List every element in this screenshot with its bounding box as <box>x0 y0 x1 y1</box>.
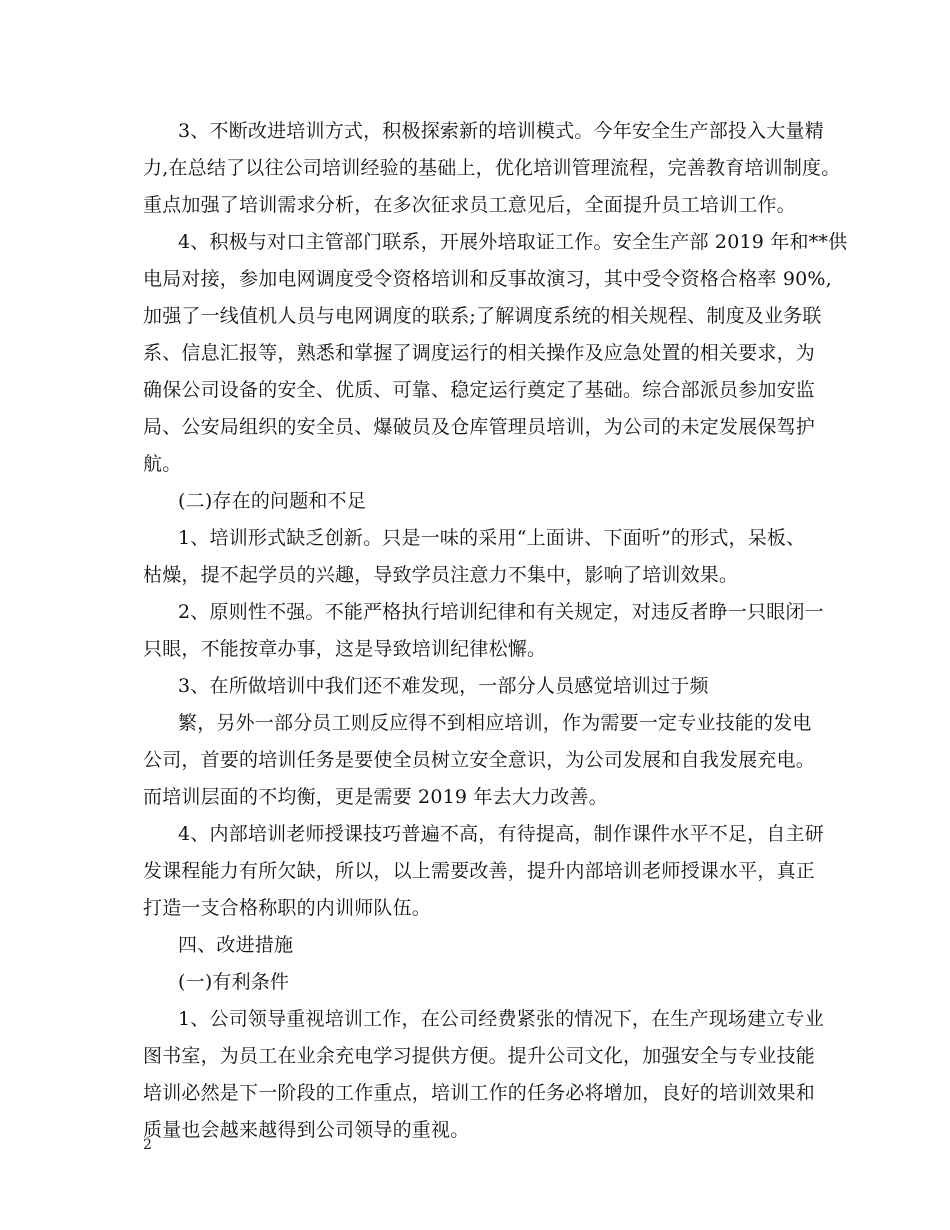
text-line: 重点加强了培训需求分析，在多次征求员工意见后，全面提升员工培训工作。 <box>143 194 796 216</box>
text-line: 局、公安局组织的安全员、爆破员及仓库管理员培训，为公司的未定发展保驾护 <box>143 416 816 438</box>
text-line: 只眼，不能按章办事，这是导致培训纪律松懈。 <box>143 638 547 660</box>
page-number: 2 <box>143 1137 152 1153</box>
text-line: 1、公司领导重视培训工作，在公司经费紧张的情况下，在生产现场建立专业 <box>178 1008 824 1030</box>
text-line: 航。 <box>143 453 182 475</box>
text-line: 质量也会越来越得到公司领导的重视。 <box>143 1119 470 1141</box>
text-line: 电局对接，参加电网调度受令资格培训和反事故演习，其中受令资格合格率 90%, <box>143 268 832 290</box>
text-line: 繁，另外一部分员工则反应得不到相应培训，作为需要一定专业技能的发电 <box>178 712 812 734</box>
text-line: 力,在总结了以往公司培训经验的基础上，优化培训管理流程，完善教育培训制度。 <box>143 157 841 179</box>
text-line: 确保公司设备的安全、优质、可靠、稳定运行奠定了基础。综合部派员参加安监 <box>143 379 816 401</box>
section-heading: 四、改进措施 <box>178 934 294 956</box>
text-line: 4、内部培训老师授课技巧普遍不高，有待提高，制作课件水平不足，自主研 <box>178 823 824 845</box>
text-line: 打造一支合格称职的内训师队伍。 <box>143 897 432 919</box>
text-line: 2、原则性不强。不能严格执行培训纪律和有关规定，对违反者睁一只眼闭一 <box>178 601 824 623</box>
text-line: 公司，首要的培训任务是要使全员树立安全意识，为公司发展和自我发展充电。 <box>143 749 816 771</box>
section-heading: (二)存在的问题和不足 <box>178 490 367 512</box>
text-line: 加强了一线值机人员与电网调度的联系;了解调度系统的相关规程、制度及业务联 <box>143 305 822 327</box>
text-line: 培训必然是下一阶段的工作重点，培训工作的任务必将增加，良好的培训效果和 <box>143 1082 816 1104</box>
section-heading: (一)有利条件 <box>178 971 290 993</box>
text-line: 系、信息汇报等，熟悉和掌握了调度运行的相关操作及应急处置的相关要求，为 <box>143 342 816 364</box>
text-line: 3、在所做培训中我们还不难发现，一部分人员感觉培训过于频 <box>178 675 709 697</box>
text-line: 而培训层面的不均衡，更是需要 2019 年去大力改善。 <box>143 786 608 808</box>
text-line: 枯燥，提不起学员的兴趣，导致学员注意力不集中，影响了培训效果。 <box>143 564 739 586</box>
text-line: 图书室，为员工在业余充电学习提供方便。提升公司文化，加强安全与专业技能 <box>143 1045 816 1067</box>
text-line: 3、不断改进培训方式，积极探索新的培训模式。今年安全生产部投入大量精 <box>178 120 824 142</box>
text-line: 发课程能力有所欠缺，所以，以上需要改善，提升内部培训老师授课水平，真正 <box>143 860 816 882</box>
text-line: 4、积极与对口主管部门联系，开展外培取证工作。安全生产部 2019 年和**供 <box>178 231 848 253</box>
text-line: 1、培训形式缺乏创新。只是一味的采用“上面讲、下面听”的形式，呆板、 <box>178 527 806 549</box>
